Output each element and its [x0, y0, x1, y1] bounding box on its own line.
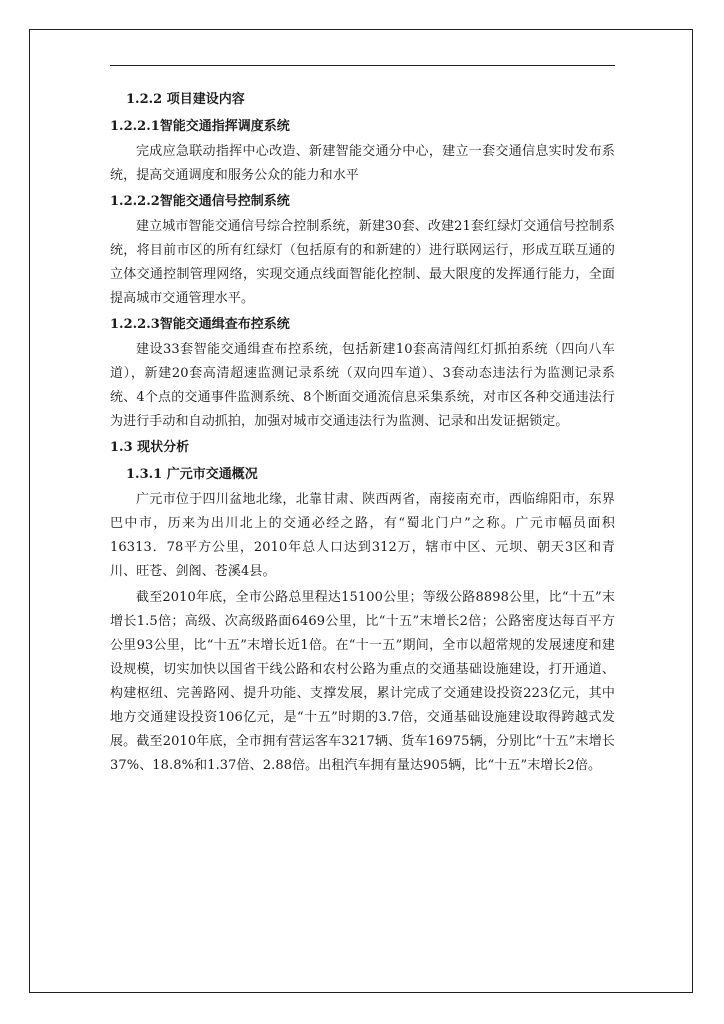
- paragraph-dispatch-system: 完成应急联动指挥中心改造、新建智能交通分中心，建立一套交通信息实时发布系统，提高交通调度和服务公众的能力和水平: [110, 144, 615, 183]
- paragraph-enforcement-system: 建设33套智能交通缉查布控系统，包括新建10套高清闯红灯抓拍系统（四向八车道），新建20套高清超速监测记录系统（双向四车道）、3套动态违法行为监测记录系统、4个点的交通事件监测系统、8个断面交通流信息采集系统，对市区各种交通违法行为进行手动和自动抓拍，加强对城市交通违法行为监测、记录和出发证据锁定。: [110, 342, 615, 429]
- header-rule: [110, 65, 615, 66]
- heading-1-2-2: 1.2.2 项目建设内容: [126, 92, 245, 107]
- heading-1-2-2-1: 1.2.2.1智能交通指挥调度系统: [110, 119, 290, 134]
- heading-1-3-1: 1.3.1 广元市交通概况: [126, 467, 258, 482]
- paragraph-signal-control: 建立城市智能交通信号综合控制系统，新建30套、改建21套红绿灯交通信号控制系统，将目前市区的所有红绿灯（包括原有的和新建的）进行联网运行，形成互联互通的立体交通控制管理网络，实现交通点线面智能化控制、最大限度的发挥通行能力，全面提高城市交通管理水平。: [110, 219, 615, 306]
- heading-1-2-2-2: 1.2.2.2智能交通信号控制系统: [110, 194, 290, 209]
- heading-1-3: 1.3 现状分析: [110, 440, 190, 455]
- document-body: [110, 86, 615, 778]
- heading-1-2-2-3: 1.2.2.3智能交通缉查布控系统: [110, 317, 290, 332]
- paragraph-guangyuan-overview: 广元市位于四川盆地北缘，北靠甘肃、陕西两省，南接南充市，西临绵阳市，东界巴中市，历来为出川北上的交通必经之路，有“蜀北门户”之称。广元市幅员面积16313．78平方公里，2010年总人口达到312万，辖市中区、元坝、朝天3区和青川、旺苍、剑阁、苍溪4县。: [110, 492, 615, 579]
- paragraph-road-statistics: 截至2010年底，全市公路总里程达15100公里；等级公路8898公里，比“十五”末增长1.5倍；高级、次高级路面6469公里，比“十五”末增长2倍；公路密度达每百平方公里93公里，比“十五”末增长近1倍。在“十一五”期间，全市以超常规的发展速度和建设规模，切实加快以国省干线公路和农村公路为重点的交通基础设施建设，打开通道、构建枢纽、完善路网、提升功能、支撑发展，累计完成了交通建设投资223亿元，其中地方交通建设投资106亿元，是“十五”时期的3.7倍，交通基础设施建设取得跨越式发展。截至2010年底，全市拥有营运客车3217辆、货车16975辆，分别比“十五”末增长37%、18.8%和1.37倍、2.88倍。出租汽车拥有量达905辆，比“十五”末增长2倍。: [110, 590, 615, 773]
